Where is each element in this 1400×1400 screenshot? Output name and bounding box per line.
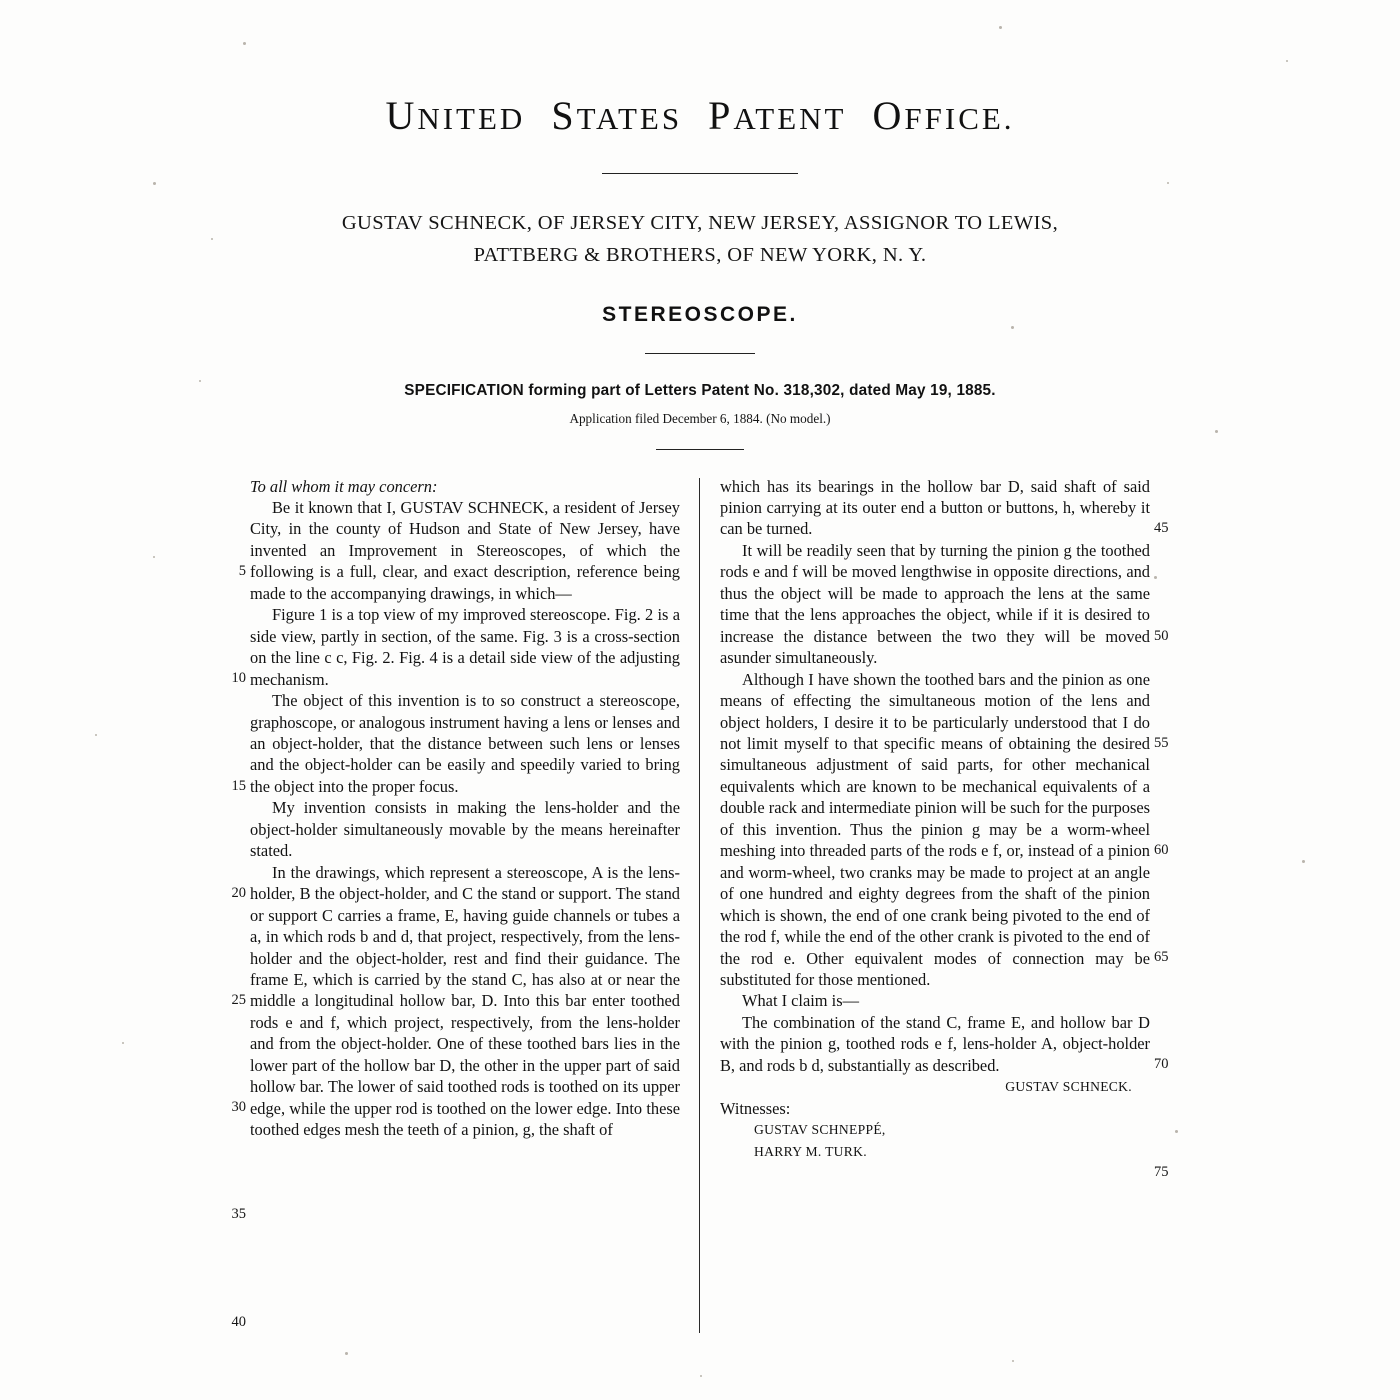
witness-name-1: GUSTAV SCHNEPPÉ, xyxy=(754,1122,886,1138)
claim-intro: What I claim is— xyxy=(742,991,859,1011)
right-column xyxy=(720,476,1169,1180)
masthead xyxy=(0,0,1400,174)
assignee-line-1: GUSTAV SCHNECK, OF JERSEY CITY, NEW JERSEY, ASSIGNOR TO LEWIS, xyxy=(341,212,1059,234)
salutation-text: To all whom it may concern: xyxy=(250,476,438,496)
body-rule xyxy=(656,449,744,450)
title-word-patent: PATENT xyxy=(708,93,847,138)
line-number: 5 xyxy=(238,563,246,580)
body-columns xyxy=(231,476,1169,1330)
paragraph-turning-pinion: It will be readily seen that by turning the pinion g the toothed rods e and f will be moved lengthwise in opposite directions, and thus the object will be made to approach the lens at the same time that the lens approaches the object, while if it is desired to increase the distance between the two they will be moved asunder simultaneously. xyxy=(720,540,1150,668)
subject-rule xyxy=(645,353,755,354)
line-number: 60 xyxy=(1154,841,1169,858)
witness-label: Witnesses: xyxy=(720,1098,791,1118)
scan-speckle xyxy=(1215,430,1218,433)
line-number: 10 xyxy=(231,670,246,687)
inventor-signature: GUSTAV SCHNECK. xyxy=(1005,1079,1132,1095)
left-line-numbers xyxy=(222,476,246,1334)
invention-subject: STEREOSCOPE. xyxy=(602,302,798,326)
line-number: 65 xyxy=(1154,949,1169,966)
scan-speckle xyxy=(1012,1360,1014,1362)
line-number: 55 xyxy=(1154,734,1169,751)
line-number: 15 xyxy=(231,777,246,794)
paragraph-invention-consists: My invention consists in making the lens-holder and the object-holder simultaneously movable by the means hereinafter stated. xyxy=(250,798,680,861)
right-line-numbers xyxy=(1154,476,1180,1183)
line-number: 40 xyxy=(231,1313,246,1330)
line-number: 45 xyxy=(1154,520,1169,537)
paragraph-drawings-description: In the drawings, which represent a stereoscope, A is the lens-holder, B the object-holder, and C the stand or support. The stand or support C carries a frame, E, having guide channels or tubes a a, in which rods b and d, that project, respectively, from the lens-holder and the object-holder, rest and find their guidance. The frame E, which is carried by the stand C, has also at or near the middle a longitudinal hollow bar, D. Into this bar enter toothed rods e and f, which project, respectively, from the lens-holder and from the object-holder. One of these toothed bars lies in the lower part of the hollow bar D, the other in the upper part of said hollow bar. The lower of said toothed rods is toothed on its upper edge, while the upper rod is toothed on the lower edge. Into these toothed edges mesh the teeth of a pinion, g, the shaft of xyxy=(250,862,680,1140)
witness-name-2: HARRY M. TURK. xyxy=(754,1143,867,1159)
left-column xyxy=(231,476,680,1330)
scan-speckle xyxy=(153,182,156,185)
scan-speckle xyxy=(700,1375,702,1377)
paragraph-figures: Figure 1 is a top view of my improved stereoscope. Fig. 2 is a side view, partly in section, of the same. Fig. 3 is a cross-section on the line c c, Fig. 2. Fig. 4 is a detail side view of the adjusting mechanism. xyxy=(250,605,680,689)
paragraph-pinion-bearings: which has its bearings in the hollow bar D, said shaft of said pinion carrying at its outer end a button or buttons, h, whereby it can be turned. xyxy=(720,476,1150,539)
specification-line: SPECIFICATION forming part of Letters Patent No. 318,302, dated May 19, 1885. xyxy=(404,381,996,399)
scan-speckle xyxy=(95,734,97,736)
title-word-united: UNITED xyxy=(385,93,526,138)
assignee-block xyxy=(0,208,1400,272)
scan-speckle xyxy=(153,556,155,558)
line-number: 35 xyxy=(231,1206,246,1223)
application-line: Application filed December 6, 1884. (No model.) xyxy=(569,410,831,426)
header-rule xyxy=(602,173,798,174)
line-number: 75 xyxy=(1154,1163,1169,1180)
scan-speckle xyxy=(1302,860,1305,863)
assignee-line-2: PATTBERG & BROTHERS, OF NEW YORK, N. Y. xyxy=(473,243,927,266)
line-number: 30 xyxy=(231,1099,246,1116)
scan-speckle xyxy=(1167,182,1169,184)
claim-1: The combination of the stand C, frame E, and hollow bar D with the pinion g, toothed rods e f, lens-holder A, object-holder B, and rods b d, substantially as described. xyxy=(720,1012,1150,1075)
column-divider xyxy=(699,478,700,1333)
page-title xyxy=(0,92,1400,139)
scan-speckle xyxy=(345,1352,348,1355)
scan-speckle xyxy=(122,1042,124,1044)
line-number: 20 xyxy=(231,884,246,901)
paragraph-equivalents: Although I have shown the toothed bars and the pinion as one means of effecting the simultaneous motion of the lens and object holders, I desire it to be particularly understood that I do not limit myself to that specific means of obtaining the desired simultaneous adjustment of said parts, for other mechanical equivalents which are known to be mechanical equivalents of a double rack and intermediate pinion will be such for the purposes of this invention. Thus the pinion g may be a worm-wheel meshing into threaded parts of the rods e f, or, instead of a pinion and worm-wheel, two cranks may be made to project at an angle of one hundred and eighty degrees from the shaft of the pinion which is shown, the end of one crank being pivoted to the end of the rod f, while the end of the other crank is pivoted to the end of the rod e. Other equivalent modes of connection may be substituted for those mentioned. xyxy=(720,669,1150,989)
paragraph-object: The object of this invention is to so construct a stereoscope, graphoscope, or analogous instrument having a lens or lenses and an object-holder, that the distance between such lens or lenses and the object-holder can be easily and speedily varied to bring the object into the proper focus. xyxy=(250,691,680,796)
salutation xyxy=(250,476,680,497)
title-word-states: STATES xyxy=(551,93,683,138)
title-word-office: OFFICE. xyxy=(872,93,1015,138)
paragraph-be-it-known: Be it known that I, GUSTAV SCHNECK, a resident of Jersey City, in the county of Hudson and State of New Jersey, have invented an Improvement in Stereoscopes, of which the following is a full, clear, and exact description, reference being made to the accompanying drawings, in which— xyxy=(250,497,680,603)
line-number: 25 xyxy=(231,992,246,1009)
line-number: 50 xyxy=(1154,627,1169,644)
line-number: 70 xyxy=(1154,1056,1169,1073)
